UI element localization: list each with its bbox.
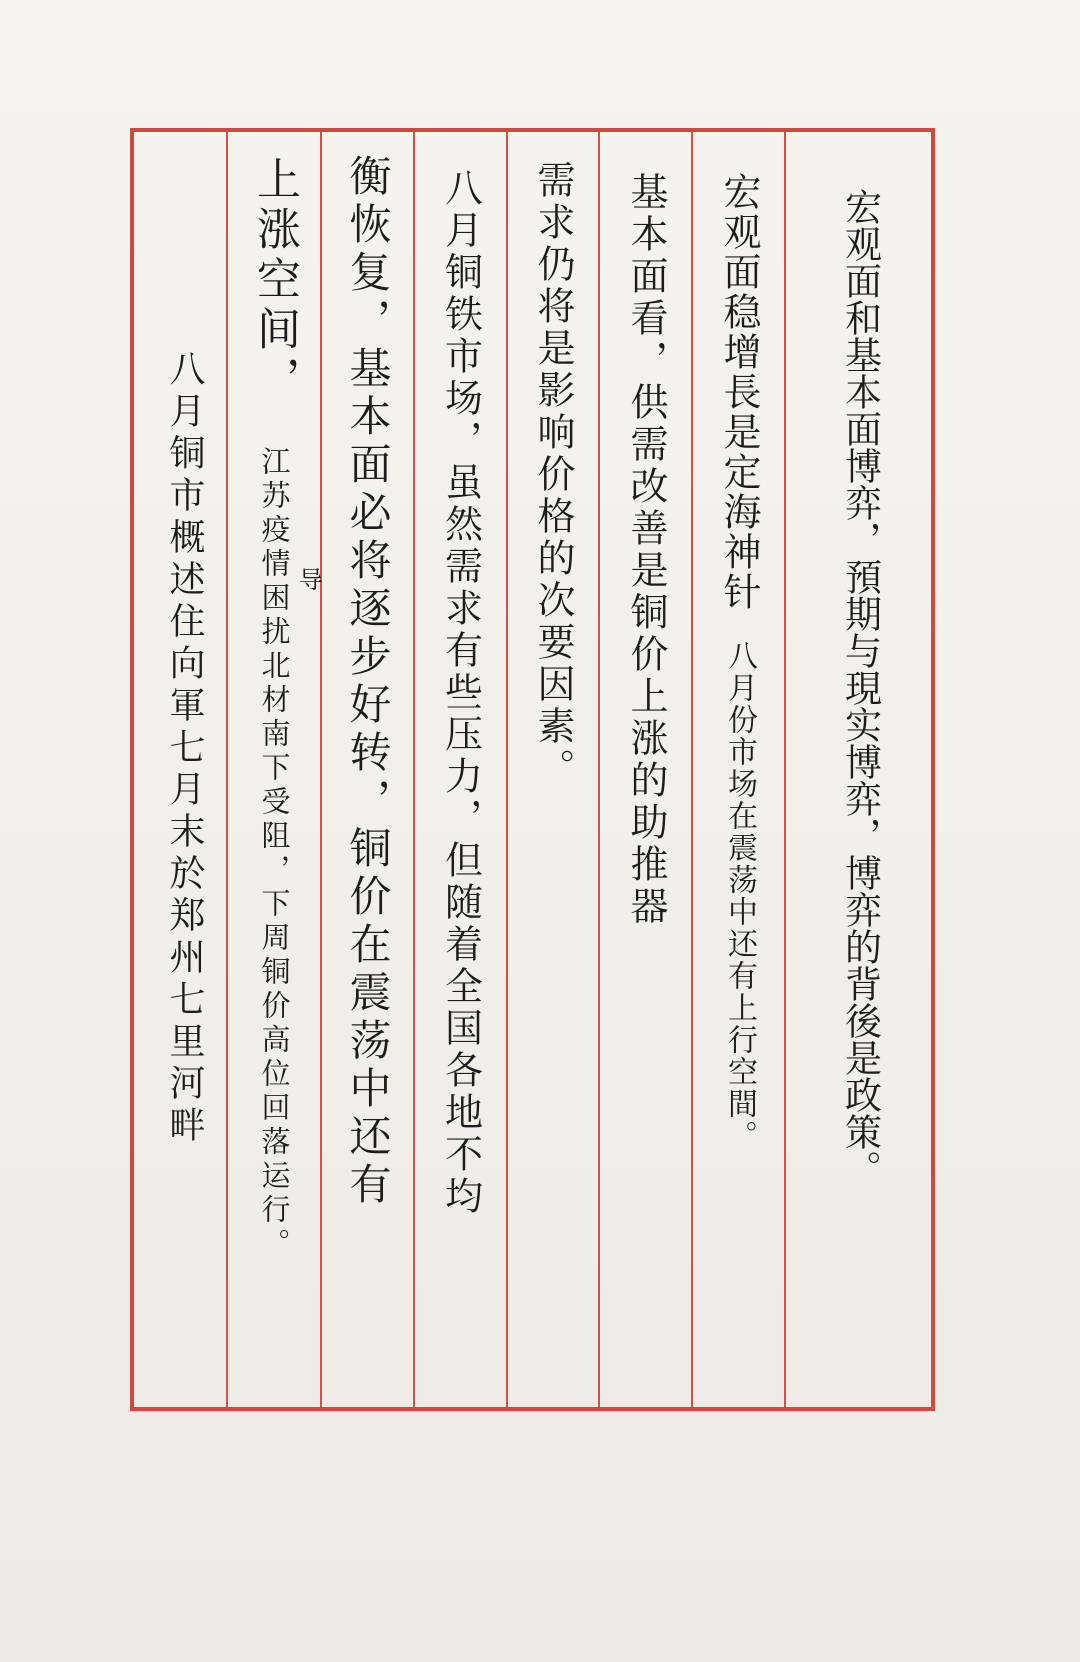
text-column-3 [601, 172, 691, 928]
column-rule [784, 132, 786, 1407]
text-column-4 [508, 160, 598, 790]
column-main-text: 需求仍将是影响价格的次要因素。 [531, 160, 575, 790]
insertion-mark: 导 [299, 566, 323, 594]
text-column-2 [694, 172, 784, 1152]
column-main-text: 八月铜市概述住向軍七月末於郑州七里河畔 [164, 350, 205, 1148]
column-main-text: 衡恢复，基本面必将逐步好转，铜价在震荡中还有 [343, 154, 393, 1210]
column-main-text: 上涨空间， [249, 156, 300, 406]
red-ruled-frame [130, 128, 935, 1411]
column-main-text: 基本面看，供需改善是铜价上涨的助推器 [624, 172, 668, 928]
column-main-text: 宏观面和基本面博弈，預期与現实博弈，博弈的背後是政策。 [838, 188, 882, 1187]
column-main-text: 八月铜铁市场，虽然需求有些压力，但随着全国各地不均 [438, 168, 483, 1218]
column-rule [691, 132, 693, 1407]
column-main-text: 宏观面稳增長是定海神针 [717, 172, 761, 612]
text-column-1 [789, 188, 931, 1187]
text-column-9 [144, 350, 224, 1148]
text-column-6 [322, 154, 413, 1210]
column-note-text: 江苏疫情困扰北材南下受阻，下周铜价高位回落运行。 [257, 446, 292, 1262]
column-note-text: 八月份市场在震荡中还有上行空間。 [722, 640, 757, 1152]
column-rule [598, 132, 600, 1407]
text-column-5 [415, 168, 506, 1218]
text-column-7 [228, 156, 320, 1262]
